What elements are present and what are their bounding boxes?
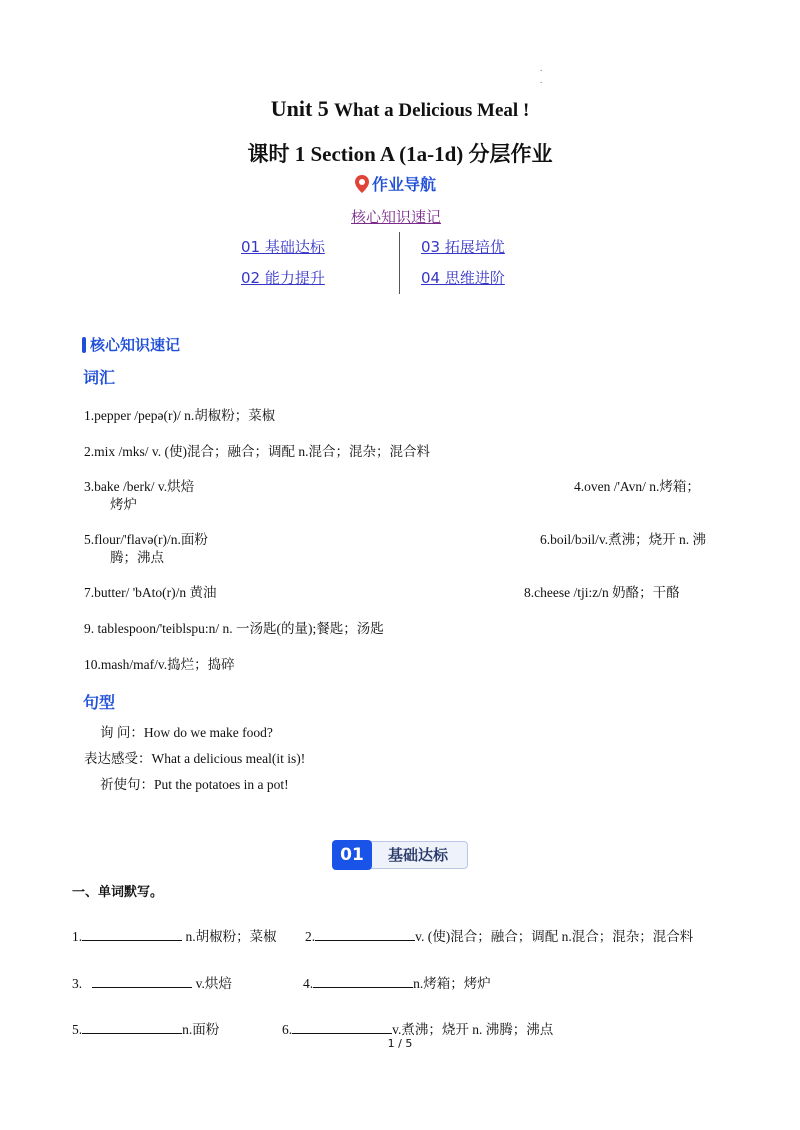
vocab-item-4: 4.oven /'Avn/ n.烤箱； <box>574 479 700 494</box>
page-title <box>0 96 800 122</box>
sentence-item-3: 祈使句：Put the potatoes in a pot! <box>100 777 289 792</box>
nav-link-04[interactable]: 04 思维进阶 <box>421 269 505 287</box>
exercise-item-2 <box>305 925 693 945</box>
vocab-item-2: 2.mix /mks/ v. (使)混合；融合；调配 n.混合；混杂；混合料 <box>84 444 430 459</box>
vocab-item-3: 3.bake /berk/ v.烘焙 <box>84 479 195 494</box>
sentence-item-1: 询 问：How do we make food? <box>100 725 273 740</box>
vocab-item-10: 10.mash/maf/v.捣烂；捣碎 <box>84 657 235 672</box>
vocab-item-4-cont: 烤炉 <box>110 497 137 512</box>
exercise-5-number: 5. <box>72 1022 83 1037</box>
core-section-tag-label: 核心知识速记 <box>90 336 181 354</box>
title-unit: Unit 5 <box>270 96 329 121</box>
location-pin-icon <box>355 175 369 193</box>
nav-heading <box>355 172 436 195</box>
nav-divider <box>399 232 400 294</box>
exercise-3-blank[interactable] <box>92 975 192 988</box>
corner-dots: . . <box>540 63 543 85</box>
exercise-4-blank[interactable] <box>313 975 413 988</box>
sentence-heading: 句型 <box>83 693 116 712</box>
vocab-item-6: 6.boil/bɔil/v.煮沸；烧开 n. 沸 <box>540 532 706 547</box>
vocab-item-1: 1.pepper /pepə(r)/ n.胡椒粉；菜椒 <box>84 408 276 423</box>
exercise-3-text: v.烘焙 <box>195 976 232 991</box>
vocab-item-5: 5.flour/'flavə(r)/n.面粉 <box>84 532 208 547</box>
tag-marker-icon <box>82 337 86 353</box>
exercise-2-number: 2. <box>305 929 316 944</box>
exercise-item-5 <box>72 1018 219 1038</box>
exercise-2-text: v. (使)混合；融合；调配 n.混合；混杂；混合料 <box>415 929 694 944</box>
section-01-label: 基础达标 <box>368 841 468 869</box>
nav-link-01[interactable]: 01 基础达标 <box>241 238 325 256</box>
vocab-item-8: 8.cheese /tji:z/n 奶酪；干酪 <box>524 585 680 600</box>
nav-link-core[interactable]: 核心知识速记 <box>351 208 442 226</box>
core-section-tag <box>82 334 180 355</box>
nav-link-02[interactable]: 02 能力提升 <box>241 269 325 287</box>
nav-link-03[interactable]: 03 拓展培优 <box>421 238 505 256</box>
title-rest: What a Delicious Meal ! <box>334 100 530 121</box>
page-subtitle: 课时 1 Section A (1a-1d) 分层作业 <box>247 142 553 166</box>
section-01-badge <box>332 840 468 870</box>
exercise-5-text: n.面粉 <box>182 1022 220 1037</box>
part-heading: 一、单词默写。 <box>72 885 164 900</box>
exercise-item-6 <box>282 1018 553 1038</box>
exercise-1-blank[interactable] <box>82 928 182 941</box>
exercise-item-3 <box>72 972 232 992</box>
exercise-6-number: 6. <box>282 1022 293 1037</box>
exercise-1-text: n.胡椒粉；菜椒 <box>185 929 277 944</box>
exercise-6-blank[interactable] <box>292 1021 392 1034</box>
exercise-4-number: 4. <box>303 976 314 991</box>
vocab-item-7: 7.butter/ 'bAto(r)/n 黄油 <box>84 585 217 600</box>
nav-heading-label: 作业导航 <box>372 175 437 194</box>
exercise-1-number: 1. <box>72 929 83 944</box>
vocab-heading: 词汇 <box>83 368 116 387</box>
sentence-item-2: 表达感受：What a delicious meal(it is)! <box>84 751 306 766</box>
exercise-item-4 <box>303 972 491 992</box>
exercise-3-number: 3. <box>72 976 83 991</box>
exercise-4-text: n.烤箱；烤炉 <box>413 976 491 991</box>
exercise-2-blank[interactable] <box>315 928 415 941</box>
section-01-number: 01 <box>332 840 372 870</box>
vocab-item-6-cont: 腾；沸点 <box>110 550 164 565</box>
page-number: 1 / 5 <box>387 1037 413 1050</box>
exercise-5-blank[interactable] <box>82 1021 182 1034</box>
exercise-item-1 <box>72 925 277 945</box>
vocab-item-9: 9. tablespoon/'teiblspu:n/ n. 一汤匙(的量);餐匙；汤匙 <box>84 621 384 636</box>
exercise-6-text: v.煮沸；烧开 n. 沸腾；沸点 <box>392 1022 554 1037</box>
